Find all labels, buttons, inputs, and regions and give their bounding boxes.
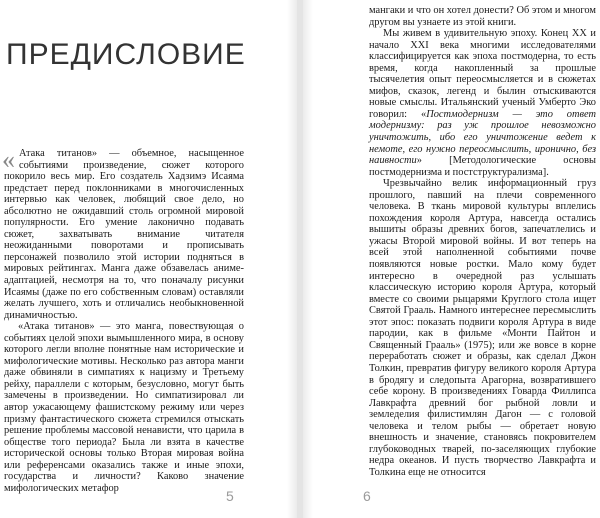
paragraph-3-text-a: Мы живем в удивительную эпоху. Конец XX и начало XXI века многими исследователями классифицируется как эпоха постмодерна, то есть время, когда накопленный за прошлые тысячелетия опыт переосмысляется и в сюжетах мифов, сказок, легенд и былин отыскиваются новые смыслы. Итальянский ученый Умберто Эко говорил: « [369, 28, 596, 120]
paragraph-continued: мангаки и что он хотел донести? Об этом и многом другом вы узнаете из этой книги. [369, 5, 596, 28]
gutter-shadow-right [303, 0, 313, 518]
paragraph-2: «Атака титанов» — это манга, повествующая о событиях целой эпохи вымышленного мира, в основу которого легли вполне понятные нам исторические и мифологические мотивы. Несколько раз автора манги даже обвиняли в симпатиях к нацизму и Третьему рейху, параллели с которым, безусловно, могут быть замечены в произведении. Но симпатизировал ли автор ужасающему фашистскому режиму или через призму фантастического сюжета стремился отыскать решение проблемы массовой ненависти, что царила в обществе того периода? Была ли взята в качестве исторической основы только Вторая мировая война или референсами оказались также и иные эпохи, государства и личности? Каково значение мифологических метафор [4, 321, 244, 494]
paragraph-3 [369, 28, 596, 178]
right-text-column [369, 5, 596, 478]
eco-quote: Постмодернизм — это ответ модернизму: раз уж прошлое невозможно уничтожить, ибо его уничтожение ведет к немоте, его нужно переосмыслить, иронично, без наивности [369, 108, 596, 167]
chapter-title: ПРЕДИСЛОВИЕ [6, 38, 246, 71]
drop-quote-mark: « [2, 145, 15, 174]
gutter-shadow-left [287, 0, 297, 518]
left-text-column [2, 145, 244, 494]
page-number-right: 6 [363, 488, 371, 504]
paragraph-3-text-b: » [Методологические основы постмодернизма и постструктурализма]. [369, 155, 596, 178]
paragraph-1-text: Атака титанов» — объемное, насыщенное событиями произведение, сюжет которого покорило весь мир. Его создатель Хадзимэ Исаяма предстает перед поклонниками в многочисленных интервью как человек, любящий свое дело, но абсолютно не ожидавший столь огромной мировой популярности. Его умение лаконично подавать сюжет, захватывать внимание читателя неожиданными поворотами и прописывать персонажей позволило этой истории подняться в мировых рейтингах. Манга даже обзавелась аниме-адаптацией, несмотря на то, что поначалу рисунки Исаямы (даже по его собственным словам) оставляли желать лучшего, хоть и отличались необыкновенной динамичностью. [4, 148, 244, 321]
right-page [303, 0, 600, 518]
paragraph-4: Чрезвычайно велик информационный груз прошлого, павший на плечи современного человека. В ткань мировой культуры вплелись похождения короля Артура, навсегда остались вышиты образы древних богов, запечатлелись и ужасы Второй мировой войны. И вот теперь на всей этой наполненной событиями почве появляются новые ростки. Мало кому будет интересно в очередной раз услышать классическую историю короля Артура, который вместе со своими рыцарями Круглого стола ищет Святой Грааль. Намного интереснее пересмыслить этот эпос: показать подвиги короля Артура в виде пародии, как в фильме «Монти Пайтон и Священный Грааль» (1975); или же вовсе в корне переработать сюжет и образы, как сделал Джон Толкин, превратив фигуру великого короля Артура в бродягу и следопыта Арагорна, возвратившего себе корону. В произведениях Говарда Филлипса Лавкрафта древний бог рыбной ловли и земледелия филистимлян Дагон — с головой человека и телом рыбы — обретает новую внешность и значение, становясь покровителем глубоководных тварей, по-заселяющих глубокие недра океанов. И пусть творчество Лавкрафта и Толкина еще не относится [369, 178, 596, 478]
left-page [0, 0, 297, 518]
page-number-left: 5 [226, 488, 234, 504]
paragraph-1 [2, 145, 244, 321]
